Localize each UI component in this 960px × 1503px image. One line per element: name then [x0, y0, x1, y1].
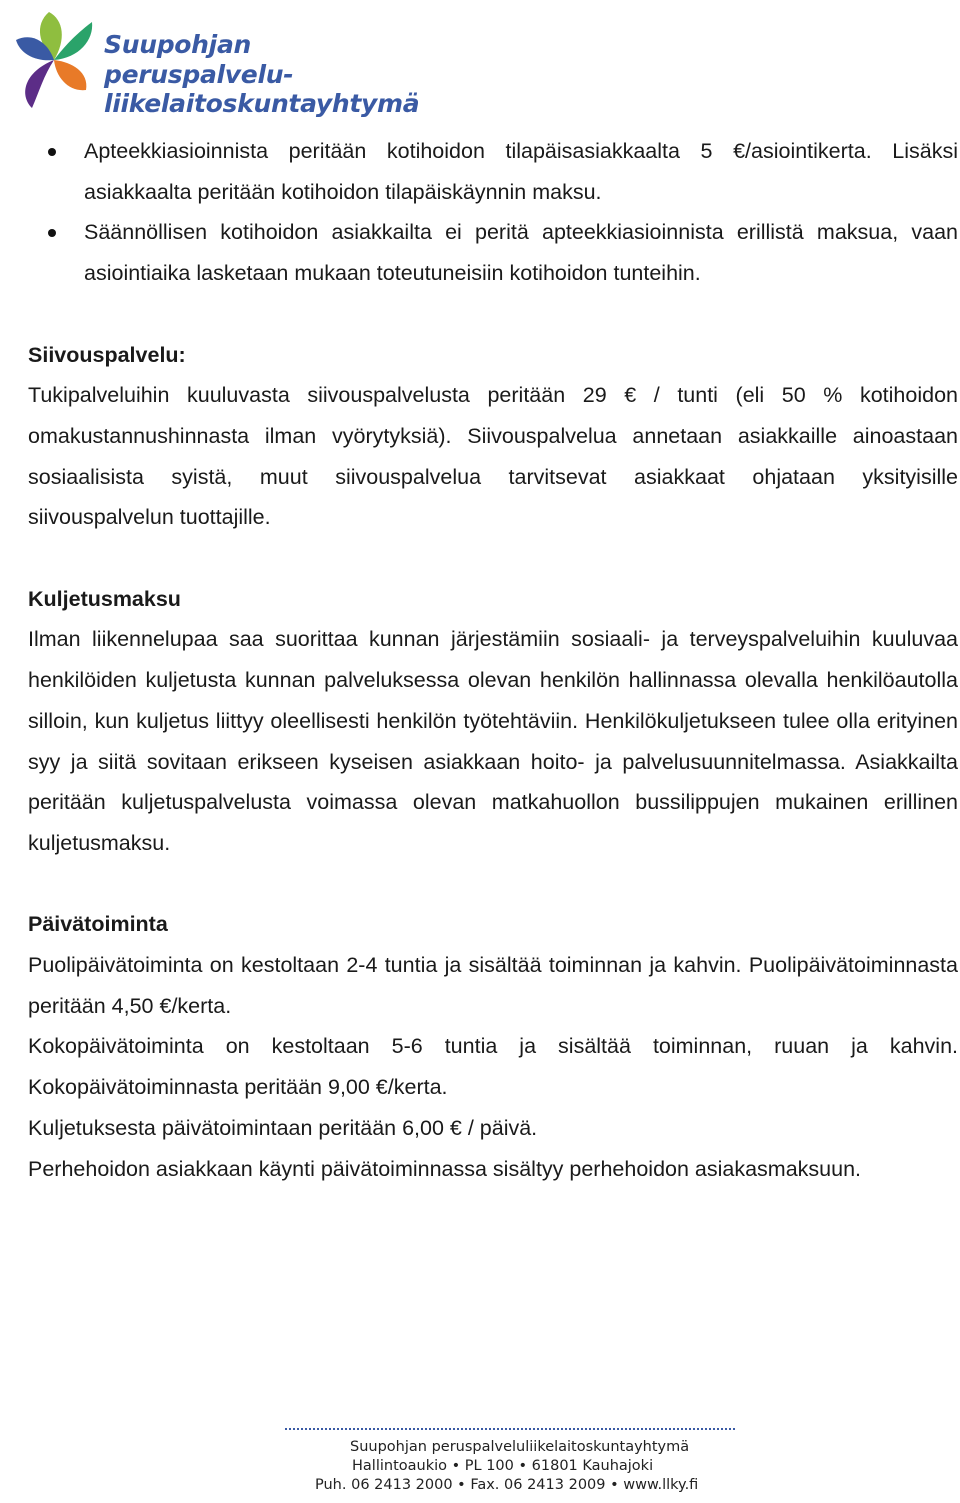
organization-logo — [14, 10, 424, 118]
section-heading: Päivätoiminta — [28, 912, 168, 937]
footer-divider — [285, 1428, 735, 1430]
bullet-icon — [48, 229, 56, 237]
footer-organization: Suupohjan peruspalveluliikelaitoskuntayhtymä — [350, 1439, 690, 1455]
section-kuljetusmaksu — [28, 579, 958, 864]
section-paragraph: Tukipalveluihin kuuluvasta siivouspalvelusta peritään 29 € / tunti (eli 50 % kotihoidon omakustannushinnasta ilman vyörytyksiä). Siivouspalvelua annetaan asiakkaille ainoastaan sosiaalisista syistä, muut siivouspalvelua tarvitsevat asiakkaat ohjataan yksityisille siivouspalvelun tuottajille. — [28, 383, 958, 530]
section-heading: Kuljetusmaksu — [28, 586, 181, 611]
section-siivouspalvelu — [28, 335, 958, 539]
list-item — [28, 212, 958, 293]
document-body — [28, 131, 958, 1189]
logo-text-line1: Suupohjan peruspalvelu- — [104, 30, 294, 89]
bullet-text: Säännöllisen kotihoidon asiakkailta ei peritä apteekkiasioinnista erillistä maksua, vaan asiointiaika lasketaan mukaan toteutuneisiin kotihoidon tunteihin. — [84, 220, 958, 286]
bullet-text: Apteekkiasioinnista peritään kotihoidon tilapäisasiakkaalta 5 €/asiointikerta. Lisäksi asiakkaalta peritään kotihoidon tilapäiskäynnin maksu. — [84, 139, 958, 204]
list-item — [28, 131, 958, 212]
bullet-icon — [48, 148, 56, 156]
section-paragraph: Perhehoidon asiakkaan käynti päivätoiminnassa sisältyy perhehoidon asiakasmaksuun. — [28, 1156, 862, 1181]
footer-contact: Puh. 06 2413 2000 • Fax. 06 2413 2009 • www.llky.fi — [315, 1477, 699, 1493]
section-paragraph: Kokopäivätoiminta on kestoltaan 5-6 tuntia ja sisältää toiminnan, ruuan ja kahvin. Kokopäivätoiminnasta peritään 9,00 €/kerta. — [28, 1034, 958, 1100]
logo-text-line2: liikelaitoskuntayhtymä — [104, 89, 420, 118]
section-paragraph: Kuljetuksesta päivätoimintaan peritään 6,00 € / päivä. — [28, 1115, 538, 1140]
page-footer — [285, 1428, 735, 1495]
logo-leaf-icon — [14, 10, 94, 110]
section-heading: Siivouspalvelu: — [28, 342, 186, 367]
footer-address: Hallintoaukio • PL 100 • 61801 Kauhajoki — [352, 1458, 654, 1474]
bullet-list — [28, 131, 958, 294]
section-paragraph: Puolipäivätoiminta on kestoltaan 2-4 tuntia ja sisältää toiminnan ja kahvin. Puolipäivätoiminnasta peritään 4,50 €/kerta. — [28, 953, 958, 1018]
section-paivatoiminta — [28, 904, 958, 1189]
section-paragraph: Ilman liikennelupaa saa suorittaa kunnan järjestämiin sosiaali- ja terveyspalveluihin kuuluvaa henkilöiden kuljetusta kunnan palveluksessa olevan henkilön hallinnassa olevalla henkilöautolla silloin, kun kuljetus liittyy oleellisesti henkilön työtehtäviin. Henkilökuljetukseen tulee olla erityinen syy ja siitä sovitaan erikseen kyseisen asiakkaan hoito- ja palvelusuunnitelmassa. Asiakkailta peritään kuljetuspalvelusta voimassa olevan matkahuollon bussilippujen mukainen erillinen kuljetusmaksu. — [28, 627, 958, 855]
